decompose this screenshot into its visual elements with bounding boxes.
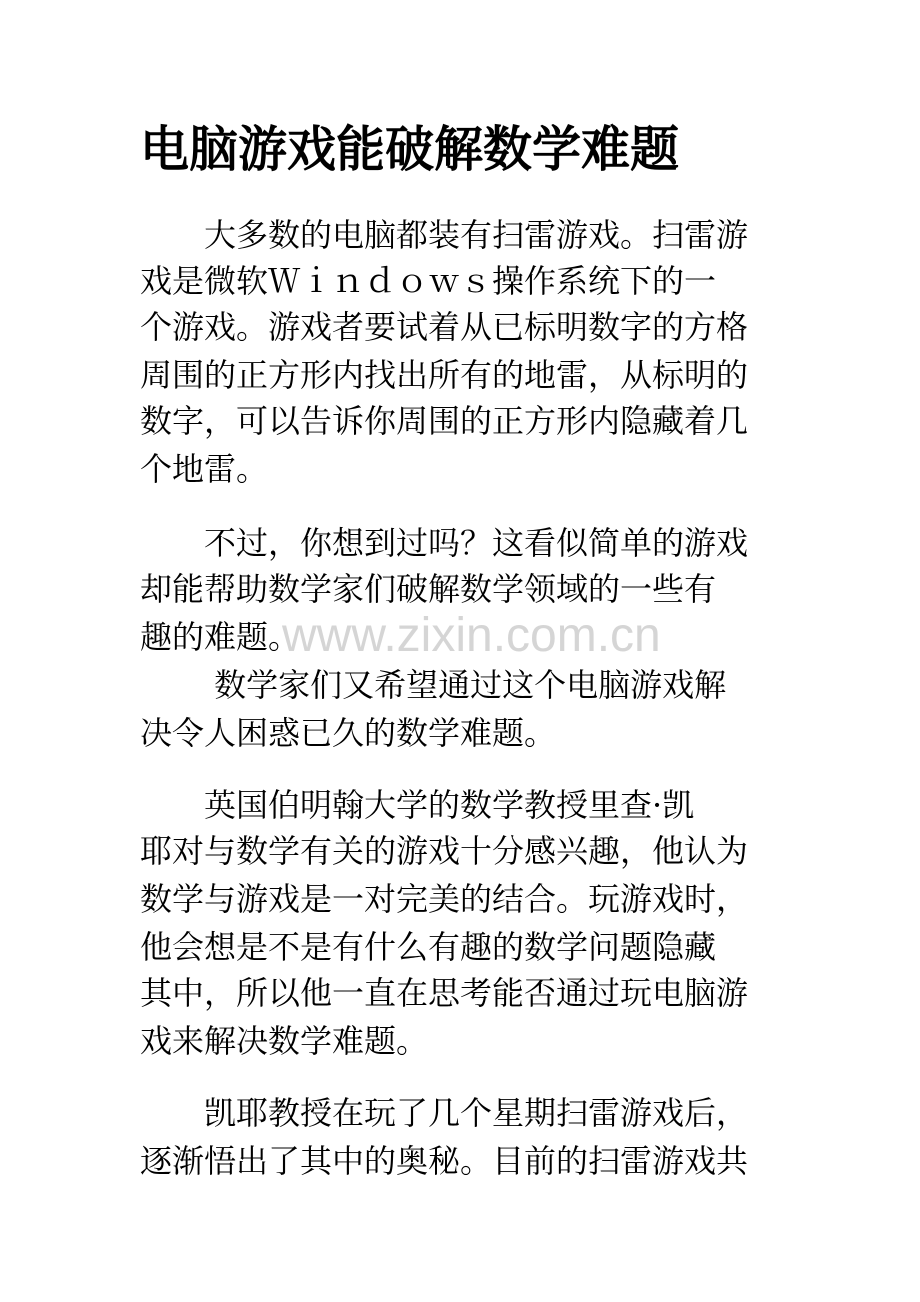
body-line: 不过，你想到过吗？这看似简单的游戏	[140, 524, 749, 562]
body-line: 数字，可以告诉你周围的正方形内隐藏着几	[140, 402, 749, 440]
body-line: 其中，所以他一直在思考能否通过玩电脑游	[140, 974, 749, 1012]
body-line: 大多数的电脑都装有扫雷游戏。扫雷游	[140, 216, 749, 254]
body-line: 耶对与数学有关的游戏十分感兴趣，他认为	[140, 832, 749, 870]
watermark: www.zixin.com.cn	[282, 609, 661, 662]
body-line: 趣的难题。	[140, 618, 301, 656]
body-line: 决令人困惑已久的数学难题。	[140, 714, 557, 752]
body-line: 却能帮助数学家们破解数学领域的一些有	[140, 570, 717, 608]
body-line: 戏来解决数学难题。	[140, 1022, 429, 1060]
body-line: 个地雷。	[140, 450, 269, 488]
body-line: 他会想是不是有什么有趣的数学问题隐藏	[140, 928, 717, 966]
body-line: 数学家们又希望通过这个电脑游戏解	[140, 666, 727, 704]
body-line: 个游戏。游戏者要试着从已标明数字的方格	[140, 308, 749, 346]
body-line: 戏是微软Ｗｉｎｄｏｗｓ操作系统下的一	[140, 262, 717, 300]
body-line: 逐渐悟出了其中的奥秘。目前的扫雷游戏共	[140, 1142, 749, 1180]
body-line: 数学与游戏是一对完美的结合。玩游戏时，	[140, 880, 749, 918]
body-line: 英国伯明翰大学的数学教授里查·凯	[140, 786, 695, 824]
document-title: 电脑游戏能破解数学难题	[140, 121, 680, 178]
body-line: 周围的正方形内找出所有的地雷，从标明的	[140, 356, 749, 394]
body-line: 凯耶教授在玩了几个星期扫雷游戏后，	[140, 1094, 749, 1132]
